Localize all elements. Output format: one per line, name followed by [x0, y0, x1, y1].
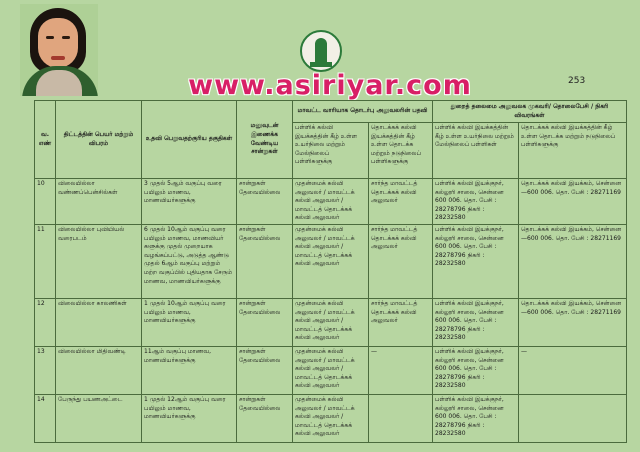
cell-dept-elem: தொடக்கக் கல்வி இயக்கம், சென்னை—600 006. தொ. பேசி : 28271169	[519, 179, 627, 225]
cell-sno: 14	[35, 395, 56, 443]
cell-eligibility: 3 முதல் 5ஆம் வகுப்பு வரை பயிலும் மாணவ, மாணவியர்களுக்கு	[142, 179, 237, 225]
cell-eligibility: 6 முதல் 10ஆம் வகுப்பு வரை பயிலும் மாணவ, மாணவியர் களுக்கு முதல் முறையாக வழங்கப்பட்டு, அடுத்த ஆண்டு முதல் 6ஆம் வகுப்பு மற்றும் மற்ற வகுப்பில் புதியதாக சேரும் மாணவ, மாணவியர்களுக்கு	[142, 225, 237, 299]
cell-scheme: விலையில்லா காலணிகள்	[56, 299, 142, 347]
cell-dept-elem: தொடக்கக் கல்வி இயக்கம், சென்னை—600 006. தொ. பேசி : 28271169	[519, 225, 627, 299]
cell-district-elem: —	[369, 347, 433, 395]
cell-district-school: முதன்மைக் கல்வி அலுவலர் / மாவட்டக் கல்வி அலுவலர் / மாவட்டத் தொடக்கக் கல்வி அலுவலர்	[293, 395, 369, 443]
cell-dept-school: பள்ளிக் கல்வி இயக்குநர், கல்லூரி சாலை, சென்னை 600 006. தொ. பேசி : 28278796 நிகரி : 28232580	[433, 179, 519, 225]
cell-dept-school: பள்ளிக் கல்வி இயக்குநர், கல்லூரி சாலை, சென்னை 600 006. தொ. பேசி : 28278796 நிகரி : 28232580	[433, 347, 519, 395]
cell-scheme: விலையில்லா புவியியல் வரைபடம்	[56, 225, 142, 299]
government-emblem-icon	[300, 30, 342, 72]
table-row	[35, 225, 627, 299]
cell-district-school: முதன்மைக் கல்வி அலுவலர் / மாவட்டக் கல்வி அலுவலர் / மாவட்டத் தொடக்கக் கல்வி அலுவலர்	[293, 179, 369, 225]
header-documents: மனுவுடன் இணைக்க வேண்டிய சான்றுகள்	[237, 101, 293, 179]
header-sno: வ. எண்	[35, 101, 56, 179]
header-district-school: பள்ளிக் கல்வி இயக்கத்தின் கீழ் உள்ள உயர்நிலை மற்றும் மேல்நிலைப் பள்ளிகளுக்கு	[293, 123, 369, 179]
site-title: www.asiriyar.com	[188, 70, 472, 101]
table-row	[35, 395, 627, 443]
cell-eligibility: 11ஆம் வகுப்பு மாணவ, மாணவியர்களுக்கு	[142, 347, 237, 395]
cell-dept-school: பள்ளிக் கல்வி இயக்குநர், கல்லூரி சாலை, சென்னை 600 006. தொ. பேசி : 28278796 நிகரி : 28232580	[433, 225, 519, 299]
cell-scheme: விலையில்லா வண்ணப்பென்சில்கள்	[56, 179, 142, 225]
cell-district-elem: சார்ந்த மாவட்டத் தொடக்கக் கல்வி அலுவலர்	[369, 179, 433, 225]
cell-dept-elem: தொடக்கக் கல்வி இயக்கம், சென்னை—600 006. தொ. பேசி : 28271169	[519, 299, 627, 347]
cell-district-elem: சார்ந்த மாவட்டத் தொடக்கக் கல்வி அலுவலர்	[369, 225, 433, 299]
cell-documents: சான்றுகள் தேவையில்லை	[237, 395, 293, 443]
cell-district-school: முதன்மைக் கல்வி அலுவலர் / மாவட்டக் கல்வி அலுவலர் / மாவட்டத் தொடக்கக் கல்வி அலுவலர்	[293, 225, 369, 299]
cell-sno: 10	[35, 179, 56, 225]
header-dept-elem: தொடக்கக் கல்வி இயக்கத்தின் கீழ் உள்ள தொடக்க மற்றும் நடுநிலைப் பள்ளிகளுக்கு	[519, 123, 627, 179]
cell-district-school: முதன்மைக் கல்வி அலுவலர் / மாவட்டக் கல்வி அலுவலர் / மாவட்டத் தொடக்கக் கல்வி அலுவலர்	[293, 347, 369, 395]
header-district-elem: தொடக்கக் கல்வி இயக்கத்தின் கீழ் உள்ள தொடக்க மற்றும் நடுநிலைப் பள்ளிகளுக்கு	[369, 123, 433, 179]
cell-dept-school: பள்ளிக் கல்வி இயக்குநர், கல்லூரி சாலை, சென்னை 600 006. தொ. பேசி : 28278796 நிகரி : 28232580	[433, 299, 519, 347]
table-row	[35, 179, 627, 225]
page-number: 253	[568, 76, 586, 86]
cell-eligibility: 1 முதல் 10ஆம் வகுப்பு வரை பயிலும் மாணவ, மாணவியர்களுக்கு	[142, 299, 237, 347]
header-eligibility: உதவி பெறுவதற்குரிய தகுதிகள்	[142, 101, 237, 179]
cell-dept-school: பள்ளிக் கல்வி இயக்குநர், கல்லூரி சாலை, சென்னை 600 006. தொ. பேசி : 28278796 நிகரி : 28232580	[433, 395, 519, 443]
cell-district-elem	[369, 395, 433, 443]
cell-district-elem: சார்ந்த மாவட்டத் தொடக்கக் கல்வி அலுவலர்	[369, 299, 433, 347]
cell-documents: சான்றுகள் தேவையில்லை	[237, 225, 293, 299]
cell-sno: 12	[35, 299, 56, 347]
cell-eligibility: 1 முதல் 12ஆம் வகுப்பு வரை பயிலும் மாணவ, மாணவியர்களுக்கு	[142, 395, 237, 443]
cell-documents: சான்றுகள் தேவையில்லை	[237, 347, 293, 395]
schemes-table	[34, 100, 627, 443]
cell-sno: 13	[35, 347, 56, 395]
leader-portrait	[20, 4, 98, 96]
cell-sno: 11	[35, 225, 56, 299]
cell-dept-elem	[519, 395, 627, 443]
cell-documents: சான்றுகள் தேவையில்லை	[237, 299, 293, 347]
cell-documents: சான்றுகள் தேவையில்லை	[237, 179, 293, 225]
header-dept-school: பள்ளிக் கல்வி இயக்கத்தின் கீழ் உள்ள உயர்நிலை மற்றும் மேல்நிலைப் பள்ளிகள்	[433, 123, 519, 179]
table-row	[35, 347, 627, 395]
table-row	[35, 299, 627, 347]
header-district-group: மாவட்ட வாரியாக தொடர்பு அலுவலரின் பதவி	[293, 101, 433, 123]
cell-district-school: முதன்மைக் கல்வி அலுவலர் / மாவட்டக் கல்வி அலுவலர் / மாவட்டத் தொடக்கக் கல்வி அலுவலர்	[293, 299, 369, 347]
header-scheme: திட்டத்தின் பெயர் மற்றும் விபரம்	[56, 101, 142, 179]
cell-scheme: பேருந்து பயணஅட்டை	[56, 395, 142, 443]
header-dept-group: துறைத் தலைமை அலுவலக முகவரி/ தொலைபேசி / நிகரி விவரங்கள்	[433, 101, 627, 123]
cell-scheme: விலையில்லா மிதிவண்டி	[56, 347, 142, 395]
cell-dept-elem: —	[519, 347, 627, 395]
